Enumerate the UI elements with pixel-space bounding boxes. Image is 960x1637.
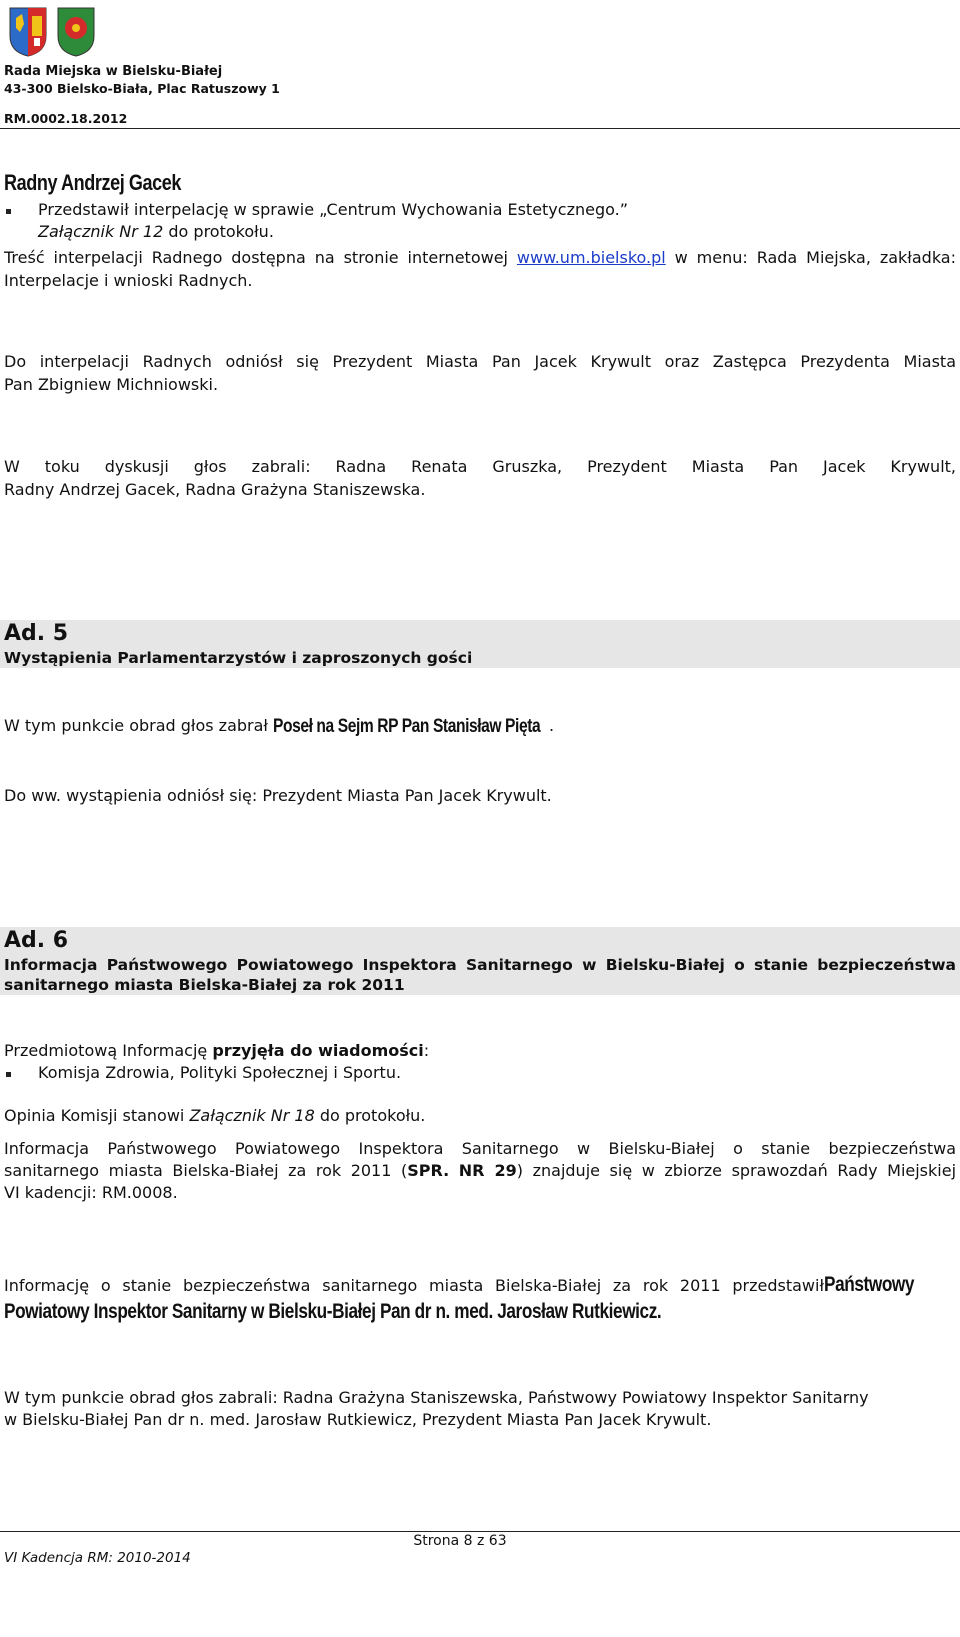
ad6-info-3: VI kadencji: RM.0008. [4,1183,178,1202]
org-name: Rada Miejska w Bielsku-Białej [4,64,223,79]
discussion-paragraph: W toku dyskusji głos zabrali: Radna Renata Gruszka, Prezydent Miasta Pan Jacek Krywult, [4,457,956,476]
interpelation-link-line-2: Interpelacje i wnioski Radnych. [4,271,253,290]
website-link[interactable]: www.um.bielsko.pl [516,248,666,267]
councillor-heading: Radny Andrzej Gacek [4,170,182,195]
attachment-note: Załącznik Nr 12 do protokołu. [38,222,274,241]
header-divider [0,128,960,129]
ad6-discussion-2: w Bielsku-Białej Pan dr n. med. Jarosław Rutkiewicz, Prezydent Miasta Pan Jacek Krywult. [4,1410,712,1429]
ad5-label: Ad. 5 [4,621,69,646]
ad6-presenter: Powiatowy Inspektor Sanitarny w Bielsku-Białej Pan dr n. med. Jarosław Rutkiewicz. [4,1300,662,1323]
term-label: VI Kadencja RM: 2010-2014 [4,1550,191,1566]
ad6-presenter-title: Państwowy [824,1273,915,1296]
ad5-speaker: W tym punkcie obrad głos zabrał Poseł na Sejm RP Pan Stanisław Pięta . [4,716,555,737]
ad6-opinion: Opinia Komisji stanowi Załącznik Nr 18 do protokołu. [4,1106,426,1125]
interpelation-item: Przedstawił interpelację w sprawie „Centrum Wychowania Estetycznego.” [38,200,628,219]
reply-paragraph-2: Pan Zbigniew Michniowski. [4,375,219,394]
ad6-label: Ad. 6 [4,928,69,953]
discussion-paragraph-2: Radny Andrzej Gacek, Radna Grażyna Staniszewska. [4,480,426,499]
document-ref: RM.0002.18.2012 [4,111,128,126]
bullet-icon [6,209,11,214]
ad5-response: Do ww. wystąpienia odniósł się: Prezydent Miasta Pan Jacek Krywult. [4,786,552,805]
footer-divider [0,1531,960,1532]
page-number: Strona 8 z 63 [413,1533,507,1549]
ad6-discussion: W tym punkcie obrad głos zabrali: Radna Grażyna Staniszewska, Państwowy Powiatowy Inspektor Sanitarny [4,1388,869,1407]
reply-paragraph: Do interpelacji Radnych odniósł się Prezydent Miasta Pan Jacek Krywult oraz Zastępca Prezydenta Miasta [4,352,956,371]
district-crest-icon [56,6,96,58]
ad5-title: Wystąpienia Parlamentarzystów i zaproszonych gości [4,649,473,667]
committee-item: Komisja Zdrowia, Polityki Społecznej i Sportu. [38,1063,402,1082]
ad6-presented: Informację o stanie bezpieczeństwa sanitarnego miasta Bielska-Białej za rok 2011 przedstawił [4,1276,824,1295]
ad6-title: Informacja Państwowego Powiatowego Inspektora Sanitarnego w Bielsku-Białej o stanie bezpieczeństwa [4,956,956,974]
ad6-info: Informacja Państwowego Powiatowego Inspektora Sanitarnego w Bielsku-Białej o stanie bezpieczeństwa [4,1139,956,1158]
org-address: 43-300 Bielsko-Biała, Plac Ratuszowy 1 [4,81,280,96]
interpelation-link-line: Treść interpelacji Radnego dostępna na stronie internetowej www.um.bielsko.pl w menu: Rada Miejska, zakładka: [4,248,956,267]
city-crest-icon [8,6,48,58]
ad6-info-2: sanitarnego miasta Bielska-Białej za rok 2011 (SPR. NR 29) znajduje się w zbiorze sprawozdań Rady Miejskiej [4,1161,957,1180]
ad6-title-2: sanitarnego miasta Bielska-Białej za rok 2011 [4,976,405,994]
bullet-icon [6,1072,11,1077]
ad6-accepted: Przedmiotową Informację przyjęła do wiadomości: [4,1041,430,1060]
